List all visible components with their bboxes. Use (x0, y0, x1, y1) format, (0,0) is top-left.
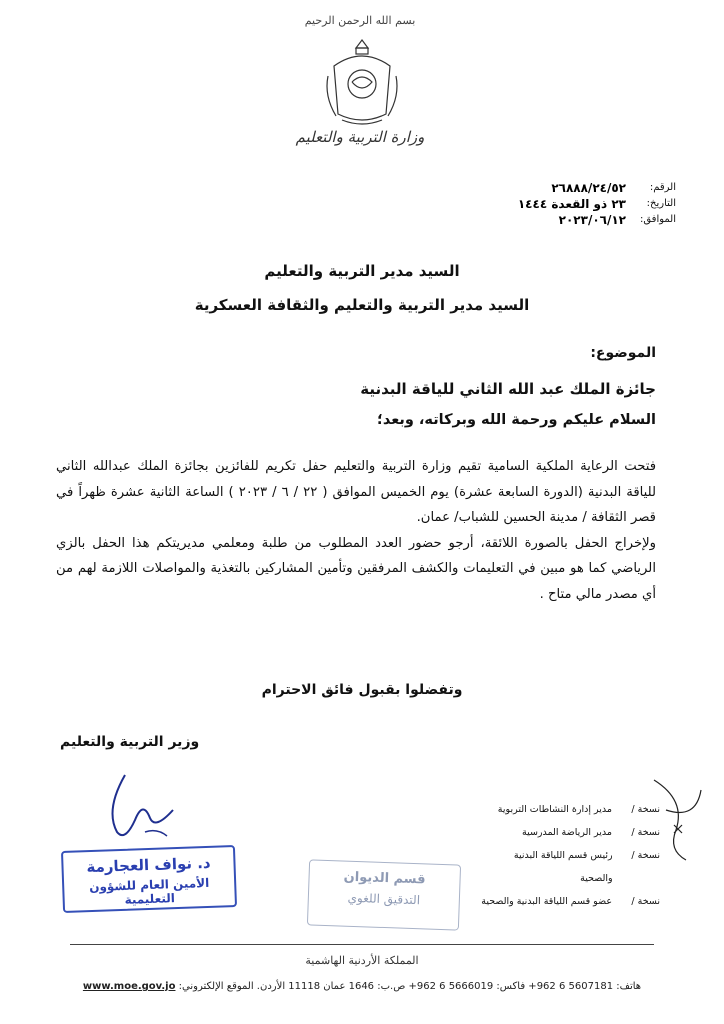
body-paragraph-2: ولإخراج الحفل بالصورة اللائقة، أرجو حضور العدد المطلوب من طلبة ومعلمي مديريتكم هذا الحفل بالزي الرياضي كما هو مبين في التعليمات والكشف المرفقين وتأمين المشاركين بالتغذية والمواصلات اللازمة لهم من أي مصدر مالي متاح . (56, 535, 656, 602)
ministry-name: وزارة التربية والتعليم (295, 128, 425, 146)
signatory-title: وزير التربية والتعليم (60, 734, 200, 750)
footer-kingdom: المملكة الأردنية الهاشمية (305, 954, 419, 967)
reference-date-label: التاريخ: (646, 198, 676, 209)
addressee-primary: السيد مدير التربية والتعليم (264, 262, 460, 280)
letter-body (56, 454, 656, 607)
subject-label: الموضوع: (590, 345, 656, 361)
footer-contact-text: هاتف: 5607181 6 962+ فاكس: 5666019 6 962+ ص.ب: 1646 عمان 11118 الأردن. الموقع الإلكتروني: (178, 981, 642, 992)
reference-number-row (436, 180, 676, 196)
review-stamp (307, 859, 461, 930)
copies-list (480, 798, 660, 913)
reference-corresponding-row (436, 212, 676, 228)
copy-recipient: مدير الرياضة المدرسية (522, 827, 612, 838)
footer-divider (70, 944, 654, 945)
closing-line: وتفضلوا بقبول فائق الاحترام (261, 682, 463, 698)
initials-mark-icon (646, 770, 706, 870)
copy-recipient: مدير إدارة النشاطات التربوية (497, 804, 612, 815)
handwritten-signature-icon (95, 770, 185, 850)
reference-number-label: الرقم: (649, 182, 676, 193)
copy-item (480, 844, 660, 890)
reference-corresponding-label: الموافق: (639, 214, 676, 225)
stamp-title: الأمين العام للشؤون التعليمية (88, 875, 210, 907)
copy-recipient: رئيس قسم اللياقة البدنية والصحية (513, 850, 613, 884)
coat-of-arms-icon (322, 36, 402, 126)
review-stamp-line-2: التدقيق اللغوي (347, 890, 421, 908)
copy-item (480, 890, 660, 913)
subject-text: جائزة الملك عبد الله الثاني للياقة البدنية (360, 380, 656, 398)
addressee-secondary: السيد مدير التربية والتعليم والثقافة العسكرية (194, 296, 530, 314)
greeting: السلام عليكم ورحمة الله وبركاته، وبعد؛ (377, 412, 656, 428)
copy-prefix: نسخة / (631, 804, 660, 815)
basmala: بسم الله الرحمن الرحيم (304, 14, 416, 27)
reference-date-row (436, 196, 676, 212)
review-stamp-line-1: قسم الديوان (343, 869, 426, 888)
reference-corresponding-date: ٢٠٢٣/٠٦/١٢ (558, 213, 626, 227)
footer-website-link[interactable]: www.moe.gov.jo (82, 981, 176, 992)
copy-prefix: نسخة / (631, 850, 660, 861)
reference-date: ٢٣ ذو القعدة ١٤٤٤ (517, 197, 626, 211)
reference-block (436, 180, 676, 228)
copy-prefix: نسخة / (631, 827, 660, 838)
official-stamp (61, 845, 237, 913)
footer-contact (60, 981, 664, 992)
copy-prefix: نسخة / (631, 896, 660, 907)
copy-item (480, 821, 660, 844)
reference-number: ٢٦٨٨٨/٢٤/٥٢ (551, 181, 626, 195)
copy-item (480, 798, 660, 821)
stamp-name: د. نواف العجارمة (86, 853, 211, 877)
body-paragraph-1: فتحت الرعاية الملكية السامية تقيم وزارة التربية والتعليم حفل تكريم للفائزين بجائزة الملك عبدالله الثاني للياقة البدنية (الدورة السابعة عشرة) يوم الخميس الموافق ( ٢٢ / ٦ / ٢٠٢٣ ) الساعة الثانية عشرة ظهراً في قصر الثقافة / مدينة الحسين للشباب/ عمان. (56, 459, 657, 525)
copy-recipient: عضو قسم اللياقة البدنية والصحية (481, 896, 612, 907)
